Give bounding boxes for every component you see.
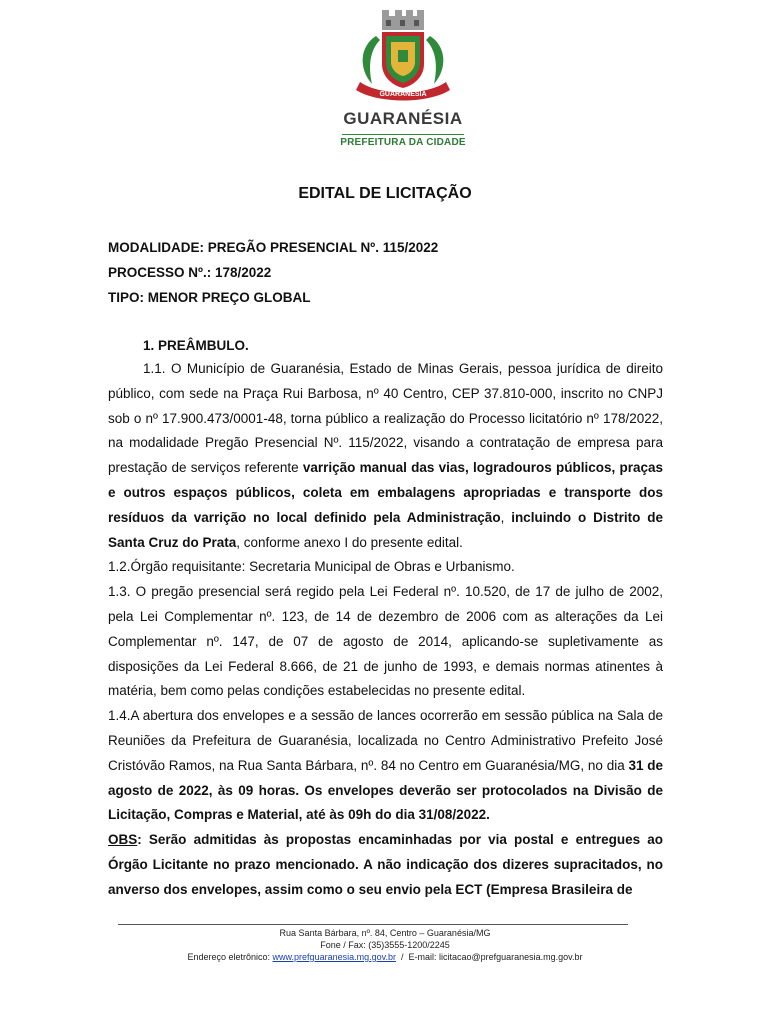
paragraph-1-2: 1.2.Órgão requisitante: Secretaria Municipal de Obras e Urbanismo. [108, 559, 515, 575]
footer-separator: / [395, 952, 409, 962]
processo-line: PROCESSO Nº.: 178/2022 [108, 265, 272, 280]
p1-text-b: varrição manual das vias, logradouros públicos, praças e outros espaços públicos, coleta em embalagens apropriadas e transporte dos resíduos da varrição no local definido pela Administração [108, 460, 663, 525]
footer-phone: Fone / Fax: (35)3555-1200/2245 [320, 940, 450, 950]
svg-text:GUARANÉSIA: GUARANÉSIA [379, 91, 427, 98]
footer-contact [100, 952, 670, 962]
tipo-line: TIPO: MENOR PREÇO GLOBAL [108, 290, 311, 305]
logo-divider [342, 134, 464, 135]
obs-label: OBS [108, 832, 138, 848]
city-logo [338, 6, 468, 151]
footer-address: Rua Santa Bárbara, nº. 84, Centro – Guaranésia/MG [279, 928, 491, 938]
p1-text-a: 1.1. O Município de Guaranésia, Estado de Minas Gerais, pessoa jurídica de direito público, com sede na Praça Rui Barbosa, nº 40 Centro, CEP 37.810-000, inscrito no CNPJ sob o nº 17.900.473/0001-48, torna público a realização do Processo licitatório nº 178/2022, na modalidade Pregão Presencial Nº. 115/2022, visando a contratação de empresa para prestação de serviços referente [108, 361, 663, 476]
obs-text: : Serão admitidas às propostas encaminhadas por via postal e entregues ao Órgão Licitante no prazo mencionado. A não indicação dos dizeres supracitados, no anverso dos envelopes, assim como o seu envio pela ECT (Empresa Brasileira de [108, 832, 663, 897]
document-body [108, 357, 663, 903]
paragraph-1-4 [108, 704, 663, 828]
document-title: EDITAL DE LICITAÇÃO [298, 185, 472, 202]
paragraph-1-3: 1.3. O pregão presencial será regido pela Lei Federal nº. 10.520, de 17 de julho de 2002, pela Lei Complementar nº. 123, de 14 de dezembro de 2006 com as alterações da Lei Complementar nº. 147, de 07 de agosto de 2014, aplicando-se supletivamente as disposições da Lei Federal 8.666, de 21 de junho de 1993, e demais normas atinentes à matéria, bem como pelas condições estabelecidas no presente edital. [108, 584, 663, 699]
p4-text-a: 1.4.A abertura dos envelopes e a sessão de lances ocorrerão em sessão pública na Sala de Reuniões da Prefeitura de Guaranésia, localizada no Centro Administrativo Prefeito José Cristóvão Ramos, na Rua Santa Bárbara, nº. 84 no Centro em Guaranésia/MG, no dia [108, 708, 663, 773]
p1-text-e: , conforme anexo I do presente edital. [236, 534, 463, 550]
coat-of-arms-icon [346, 6, 460, 106]
p1-text-d: incluindo o Distrito de Santa Cruz do Prata [108, 509, 663, 550]
footer-divider [118, 924, 628, 925]
footer-email-label: Endereço eletrônico: [187, 952, 273, 962]
logo-subtitle: PREFEITURA DA CIDADE [340, 137, 466, 148]
obs-paragraph [108, 828, 663, 902]
section-title: 1. PREÂMBULO. [143, 338, 249, 353]
modalidade-line: MODALIDADE: PREGÃO PRESENCIAL Nº. 115/2022 [108, 240, 439, 255]
p1-text-c: , [500, 509, 512, 525]
logo-name: GUARANÉSIA [343, 109, 463, 128]
footer-email: E-mail: licitacao@prefguaranesia.mg.gov.br [408, 952, 583, 962]
footer-website-link[interactable]: www.prefguaranesia.mg.gov.br [272, 952, 396, 962]
paragraph-1-1 [108, 357, 663, 555]
p4-text-b: 31 de agosto de 2022, às 09 horas. Os envelopes deverão ser protocolados na Divisão de Licitação, Compras e Material, até às 09h do dia 31/08/2022. [108, 757, 663, 823]
